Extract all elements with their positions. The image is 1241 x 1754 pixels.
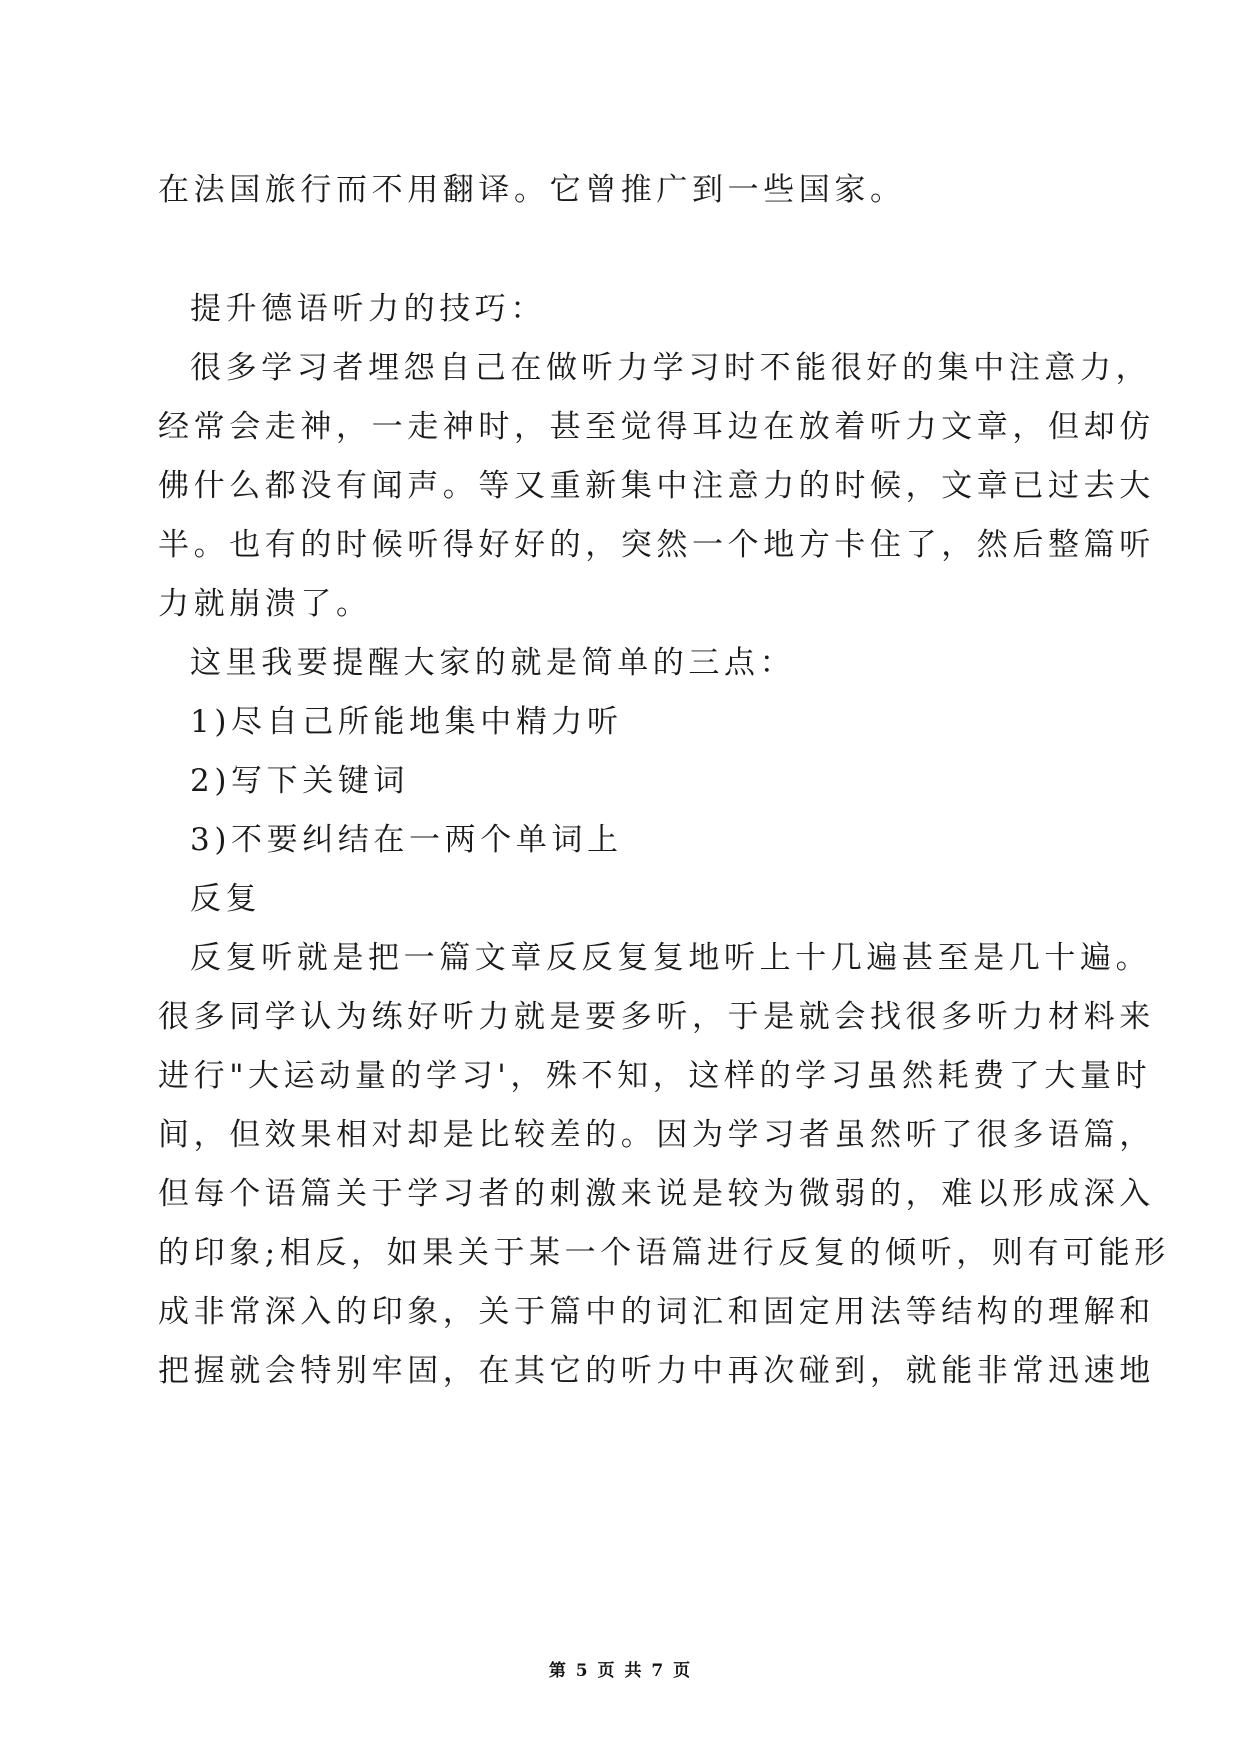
text-line: 很多同学认为练好听力就是要多听，于是就会找很多听力材料来	[158, 999, 1155, 1035]
text-line: 佛什么都没有闻声。等又重新集中注意力的时候，文章已过去大	[158, 468, 1155, 504]
section-heading: 反复	[190, 881, 262, 917]
text-line: 进行"大运动量的学习'，殊不知，这样的学习虽然耗费了大量时	[158, 1058, 1152, 1094]
list-item: 1)尽自己所能地集中精力听	[190, 704, 623, 740]
text-line: 在法国旅行而不用翻译。它曾推广到一些国家。	[158, 172, 906, 208]
text-line: 间，但效果相对却是比较差的。因为学习者虽然听了很多语篇，	[158, 1117, 1155, 1153]
text-line: 但每个语篇关于学习者的刺激来说是较为微弱的，难以形成深入	[158, 1176, 1155, 1212]
list-item: 3)不要纠结在一两个单词上	[190, 822, 623, 858]
text-line: 反复听就是把一篇文章反反复复地听上十几遍甚至是几十遍。	[190, 940, 1152, 976]
list-item: 2)写下关键词	[190, 763, 410, 799]
text-line: 这里我要提醒大家的就是简单的三点：	[190, 645, 796, 681]
text-line: 力就崩溃了。	[158, 586, 372, 622]
text-line: 的印象;相反，如果关于某一个语篇进行反复的倾听，则有可能形	[158, 1235, 1170, 1271]
section-heading: 提升德语听力的技巧：	[190, 291, 546, 327]
text-line: 很多学习者埋怨自己在做听力学习时不能很好的集中注意力，	[190, 350, 1152, 386]
text-line: 把握就会特别牢固，在其它的听力中再次碰到，就能非常迅速地	[158, 1353, 1155, 1389]
text-line: 半。也有的时候听得好好的，突然一个地方卡住了，然后整篇听	[158, 527, 1155, 563]
page-number-footer: 第 5 页 共 7 页	[548, 1661, 693, 1681]
text-line: 经常会走神，一走神时，甚至觉得耳边在放着听力文章，但却仿	[158, 409, 1155, 445]
text-line: 成非常深入的印象，关于篇中的词汇和固定用法等结构的理解和	[158, 1294, 1155, 1330]
